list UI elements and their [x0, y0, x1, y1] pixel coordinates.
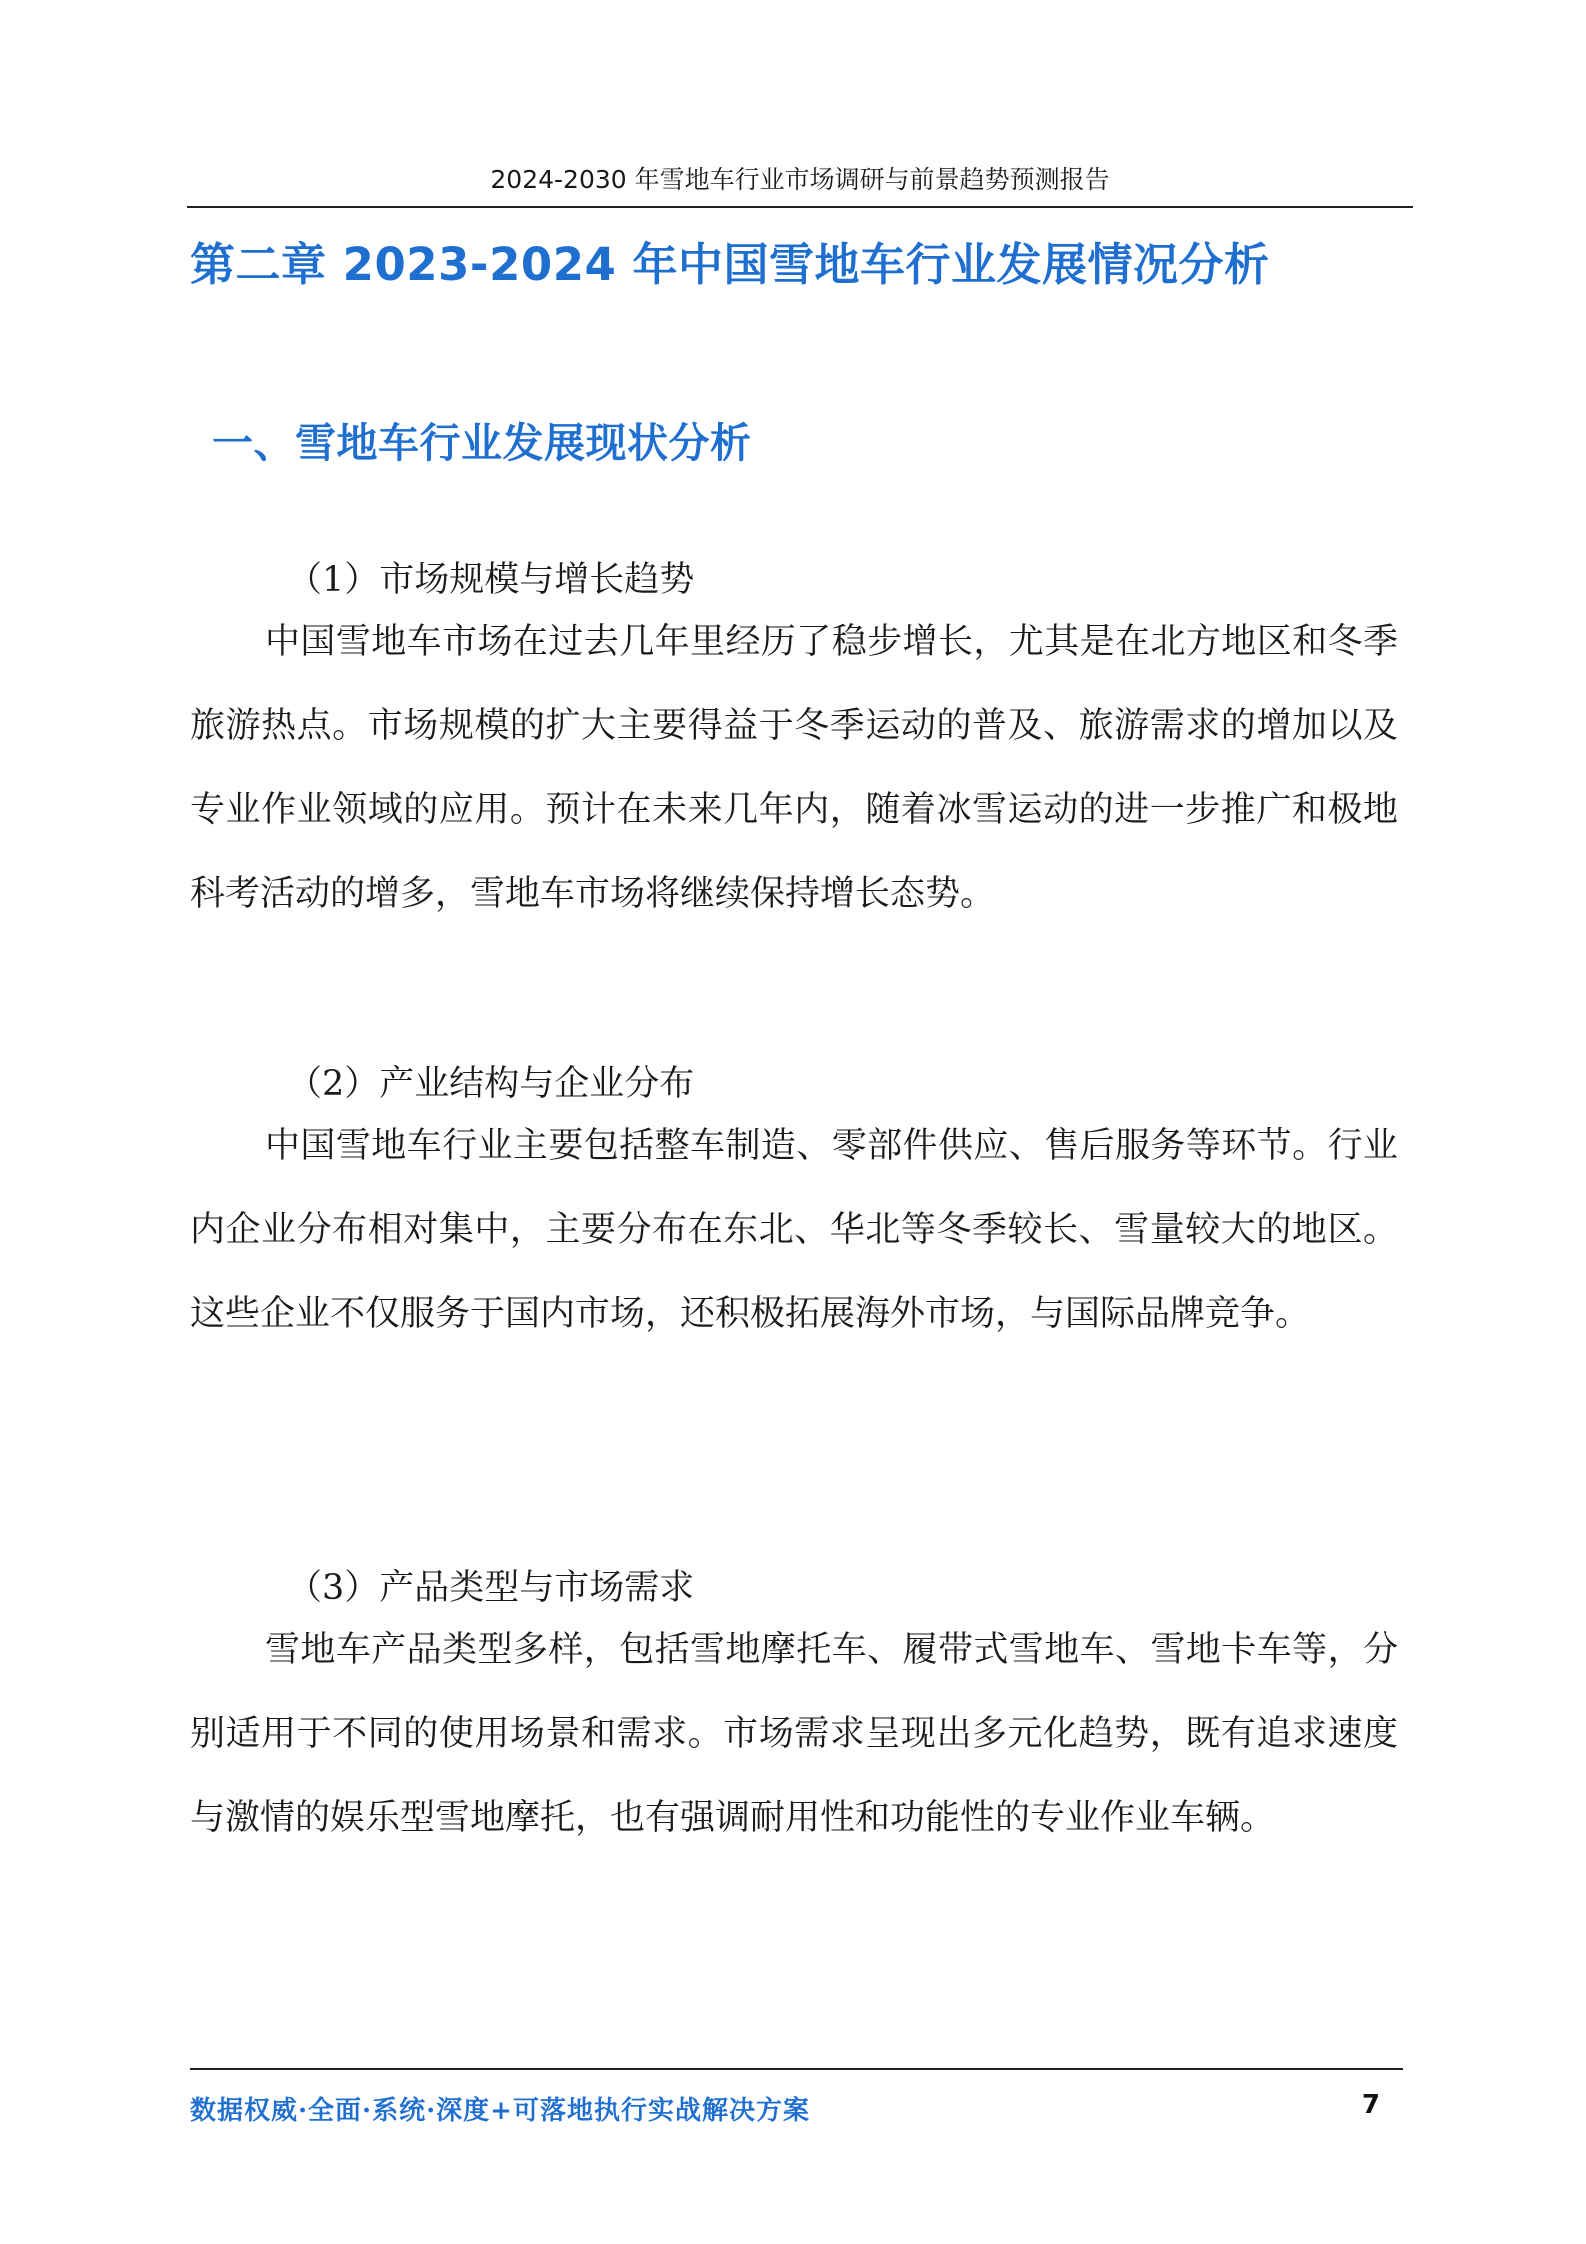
footer-slogan: 数据权威·全面·系统·深度+可落地执行实战解决方案 — [190, 2096, 810, 2126]
subsection-body-2: 中国雪地车行业主要包括整车制造、零部件供应、售后服务等环节。行业内企业分布相对集中，主要分布在东北、华北等冬季较长、雪量较大的地区。这些企业不仅服务于国内市场，还积极拓展海外市场，与国际品牌竞争。 — [190, 1126, 1398, 1334]
section-title: 一、雪地车行业发展现状分析 — [212, 419, 752, 467]
subsection-heading-2: （2）产业结构与企业分布 — [287, 1064, 695, 1104]
subsection-body-3: 雪地车产品类型多样，包括雪地摩托车、履带式雪地车、雪地卡车等，分别适用于不同的使用场景和需求。市场需求呈现出多元化趋势，既有追求速度与激情的娱乐型雪地摩托，也有强调耐用性和功能性的专业作业车辆。 — [190, 1630, 1398, 1838]
subsection-heading-1: （1）市场规模与增长趋势 — [287, 560, 695, 600]
subsection-heading-3: （3）产品类型与市场需求 — [287, 1568, 695, 1608]
running-header: 2024-2030 年雪地车行业市场调研与前景趋势预测报告 — [490, 165, 1110, 194]
header-divider — [187, 206, 1413, 208]
footer-divider — [190, 2068, 1403, 2070]
chapter-title: 第二章 2023-2024 年中国雪地车行业发展情况分析 — [190, 238, 1270, 291]
page-number: 7 — [1361, 2090, 1380, 2120]
subsection-body-1: 中国雪地车市场在过去几年里经历了稳步增长，尤其是在北方地区和冬季旅游热点。市场规模的扩大主要得益于冬季运动的普及、旅游需求的增加以及专业作业领域的应用。预计在未来几年内，随着冰雪运动的进一步推广和极地科考活动的增多，雪地车市场将继续保持增长态势。 — [190, 622, 1398, 914]
